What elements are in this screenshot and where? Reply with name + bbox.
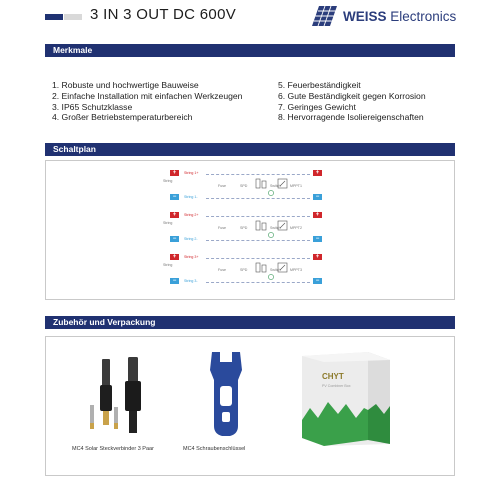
string-plus-label: String 1+ [184, 171, 199, 175]
plus-terminal-icon: + [170, 170, 179, 176]
feature-item: 7. Geringes Gewicht [278, 101, 356, 112]
spd-label: SPD [240, 184, 248, 188]
section-accessories-header: Zubehör und Verpackung [45, 316, 455, 329]
string-plus-label: String 3+ [184, 255, 199, 259]
box-subtitle-label: PV Combiner Box [322, 384, 351, 388]
section-features-header: Merkmale [45, 44, 455, 57]
box-brand-label: CHYT [322, 372, 344, 381]
wrench-icon [198, 350, 254, 440]
minus-terminal-icon: − [313, 236, 322, 242]
string-label: String [163, 263, 173, 267]
brand-suffix: Electronics [390, 9, 457, 24]
wire-line [206, 240, 310, 241]
fuse-label: Fuse [218, 184, 226, 188]
plus-terminal-icon: + [170, 254, 179, 260]
wire-line [206, 174, 310, 175]
header-accent-bar-grey [64, 14, 82, 20]
wiring-diagram-panel [45, 160, 455, 300]
switch-label: Switch [270, 226, 281, 230]
minus-terminal-icon: − [170, 194, 179, 200]
string-minus-label: String 1- [184, 195, 198, 199]
brand-name-bold: WEISS [343, 9, 387, 24]
features-list-left [52, 80, 242, 123]
brand-name [343, 9, 456, 24]
feature-item: 6. Gute Beständigkeit gegen Korrosion [278, 90, 426, 101]
mc4-connector-icon [78, 355, 168, 437]
switch-label: Switch [270, 184, 281, 188]
feature-item: 3. IP65 Schutzklasse [52, 101, 133, 112]
spd-label: SPD [240, 226, 248, 230]
wire-line [206, 198, 310, 199]
plus-terminal-icon: + [170, 212, 179, 218]
feature-item: 5. Feuerbeständigkeit [278, 80, 361, 90]
plus-terminal-icon: + [313, 254, 322, 260]
string-plus-label: String 2+ [184, 213, 199, 217]
string-label: String [163, 179, 173, 183]
mppt-label: MPPT2 [290, 226, 302, 230]
minus-terminal-icon: − [313, 194, 322, 200]
feature-item: 1. Robuste und hochwertige Bauweise [52, 80, 199, 90]
spd-switch-symbol-icon [254, 176, 290, 198]
fuse-label: Fuse [218, 268, 226, 272]
wire-line [206, 258, 310, 259]
plus-terminal-icon: + [313, 170, 322, 176]
string-label: String [163, 221, 173, 225]
header-accent-bar [45, 14, 63, 20]
fuse-label: Fuse [218, 226, 226, 230]
string-minus-label: String 2- [184, 237, 198, 241]
solar-panel-icon [310, 4, 338, 28]
page-title: 3 IN 3 OUT DC 600V [90, 6, 237, 23]
feature-item: 2. Einfache Installation mit einfachen Werkzeugen [52, 90, 243, 101]
section-wiring-header: Schaltplan [45, 143, 455, 156]
accessory-caption-connectors: MC4 Solar Steckverbinder 3 Paar [72, 446, 154, 452]
minus-terminal-icon: − [313, 278, 322, 284]
minus-terminal-icon: − [170, 278, 179, 284]
switch-label: Switch [270, 268, 281, 272]
spd-label: SPD [240, 268, 248, 272]
feature-item: 8. Hervorragende Isoliereigenschaften [278, 112, 424, 123]
plus-terminal-icon: + [313, 212, 322, 218]
wire-line [206, 282, 310, 283]
string-minus-label: String 3- [184, 279, 198, 283]
mppt-label: MPPT1 [290, 184, 302, 188]
spd-switch-symbol-icon [254, 218, 290, 240]
wire-line [206, 216, 310, 217]
accessory-caption-wrench: MC4 Schraubenschlüssel [183, 446, 246, 452]
minus-terminal-icon: − [170, 236, 179, 242]
features-list-right [278, 80, 426, 123]
mppt-label: MPPT3 [290, 268, 302, 272]
feature-item: 4. Großer Betriebstemperaturbereich [52, 112, 193, 123]
spd-switch-symbol-icon [254, 260, 290, 282]
package-box-icon [298, 348, 394, 448]
